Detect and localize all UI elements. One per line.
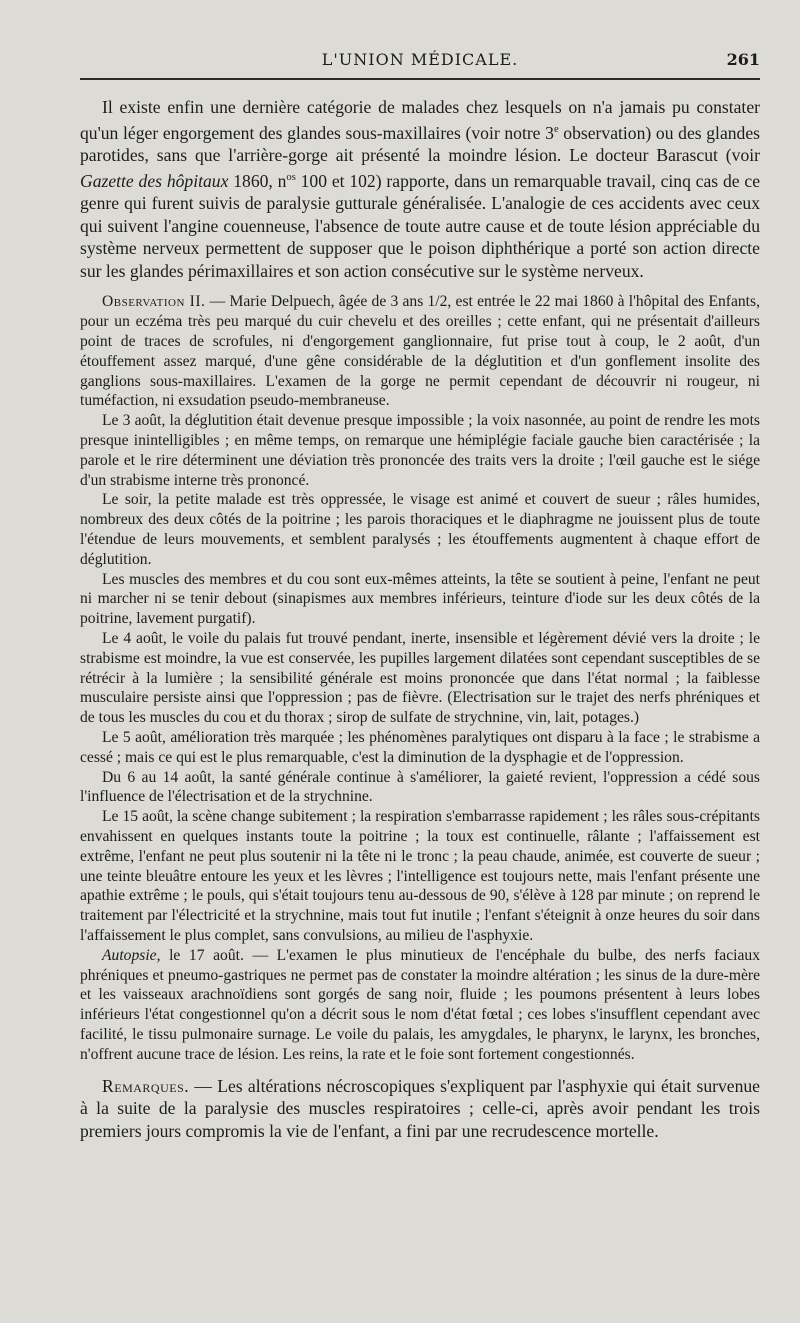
intro-text-1: Il existe enfin une dernière catégorie de malades chez lesquels on n'a jamais pu constater qu'un léger engorgement des glandes sous-maxillaires (voir notre 3 [80, 97, 760, 143]
observation-paragraph: Le soir, la petite malade est très oppressée, le visage est animé et couvert de sueur ; râles humides, nombreux des deux côtés de la poitrine ; les parois thoraciques et le diaphragme ne jouissent plus de toute l'étendue de leurs mouvements, et semblent paralysés ; les étouffements augmentent à chaque effort de déglutition. [80, 491, 760, 568]
observation-paragraph: Le 5 août, amélioration très marquée ; les phénomènes paralytiques ont disparu à la face ; le strabisme a cessé ; mais ce qui est le plus remarquable, c'est la diminution de la dysphagie et de l'oppression. [80, 729, 760, 766]
page-number: 261 [726, 50, 760, 69]
superscript: e [553, 123, 559, 135]
intro-text-3: 1860, n [228, 170, 287, 191]
page-header [80, 44, 760, 80]
remarks-paragraph [80, 1075, 760, 1143]
observation-paragraph: Les muscles des membres et du cou sont eux-mêmes atteints, la tête se soutient à peine, l'enfant ne peut ni marcher ni se tenir debout (sinapismes aux membres inférieurs, teinture d'iode sur les deux côtés de la poitrine, lavement purgatif). [80, 570, 760, 628]
observation-text: — Marie Delpuech, âgée de 3 ans 1/2, est entrée le 22 mai 1860 à l'hôpital des Enfants, pour un eczéma très peu marqué du cuir chevelu et des oreilles ; cette enfant, qui ne présentait d'ailleurs point de traces de scrofules, ni d'engorgement ganglionnaire, fut prise tout à coup, le 2 août, d'un étouffement assez marqué, d'une gêne considérable de la déglutition et d'un gonflement insolite des ganglions sous-maxillaires. L'examen de la gorge ne permit cependant de découvrir ni rougeur, ni tuméfaction, ni exsudation pseudo-membraneuse. [80, 293, 760, 410]
observation-label: Observation II. [102, 293, 206, 311]
observation-paragraph [80, 292, 760, 411]
observation-paragraph: Le 15 août, la scène change subitement ; la respiration s'embarrasse rapidement ; les râles sous-crépitants envahissent en quelques instants toute la poitrine ; la toux est continuelle, râlante ; l'affaissement est extrême, l'enfant ne peut plus soutenir ni la tête ni le tronc ; la peau chaude, animée, est couverte de sueur ; une teinte bleuâtre entoure les yeux et les lèvres ; l'intelligence est toujours nette, mais l'enfant présente une apathie extrême ; le pouls, qui s'était toujours tenu au-dessous de 90, s'élève à 128 par minute ; on reprend le traitement par l'électricité et la strychnine, mais tout fut inutile ; l'enfant s'éteignit à onze heures du soir dans l'affaissement le plus complet, sans convulsions, au milieu de l'asphyxie. [80, 808, 760, 944]
body-text [80, 96, 760, 1142]
intro-text-4: 100 et 102) rapporte, dans un remarquable travail, cinq cas de ce genre qui furent suivis de paralysie gutturale généralisée. L'analogie de ces accidents avec ceux qui suivent l'angine couenneuse, l'absence de toute autre cause et de toute lésion appréciable du système nerveux permettent de supposer que le poison diphthérique a porté son action directe sur les glandes périmaxillaires et son action consécutive sur le système nerveux. [80, 170, 761, 281]
observation-paragraph: Du 6 au 14 août, la santé générale continue à s'améliorer, la gaieté revient, l'oppression a cédé sous l'influence de l'électrisation et de la strychnine. [80, 768, 760, 806]
remarks-label: Remarques. [102, 1075, 190, 1096]
superscript: os [286, 171, 296, 183]
observation-paragraph: Le 3 août, la déglutition était devenue presque impossible ; la voix nasonnée, au point de rendre les mots presque inintelligibles ; en même temps, on remarque une hémiplégie faciale gauche bien caractérisée ; la parole et le rire déterminent une déviation très prononcée des traits vers la droite ; l'œil gauche est le siége d'un strabisme interne très prononcé. [80, 412, 760, 489]
autopsy-paragraph [80, 946, 760, 1065]
intro-paragraph [80, 96, 760, 282]
autopsy-label: Autopsie, [102, 946, 161, 964]
observation-paragraph: Le 4 août, le voile du palais fut trouvé pendant, inerte, insensible et légèrement dévié vers la droite ; le strabisme est moindre, la vue est conservée, les pupilles largement dilatées sont cependant susceptibles de se rétrécir à la lumière ; la sensibilité générale est moins prononcée que dans l'état normal ; la faiblesse musculaire persiste ainsi que l'oppression ; pas de fièvre. (Electrisation sur le trajet des nerfs phréniques et de tous les muscles du cou et du thorax ; sirop de sulfate de strychnine, vin, lait, potages.) [80, 630, 760, 727]
intro-text-2: observation) ou des glandes parotides, sans que l'arrière-gorge ait présenté la moindre lésion. Le docteur Barascut (voir [80, 122, 760, 166]
remarks-text: — Les altérations nécroscopiques s'expliquent par l'asphyxie qui était survenue à la suite de la paralysie des muscles respiratoires ; celle-ci, après avoir pendant les trois premiers jours compromis la vie de l'enfant, a fini par une recrudescence mortelle. [80, 1075, 760, 1141]
journal-title: Gazette des hôpitaux [80, 170, 229, 191]
running-title: L'UNION MÉDICALE. [321, 50, 519, 69]
autopsy-text: le 17 août. — L'examen le plus minutieux de l'encéphale du bulbe, des nerfs faciaux phréniques et pneumo-gastriques ne permet pas de constater la moindre altération ; les sinus de la dure-mère et les vaisseaux arachnoïdiens sont gorgés de sang noir, fluide ; les poumons présentent à leurs lobes inférieurs l'état congestionnel qu'on a décrit sous le nom d'état fœtal ; ces lobes s'insufflent cependant avec facilité, le tissu pulmonaire surnage. Le voile du palais, les amygdales, le pharynx, le larynx, les bronches, n'offrent aucune trace de lésion. Les reins, la rate et le foie sont fortement congestionnés. [80, 946, 760, 1063]
